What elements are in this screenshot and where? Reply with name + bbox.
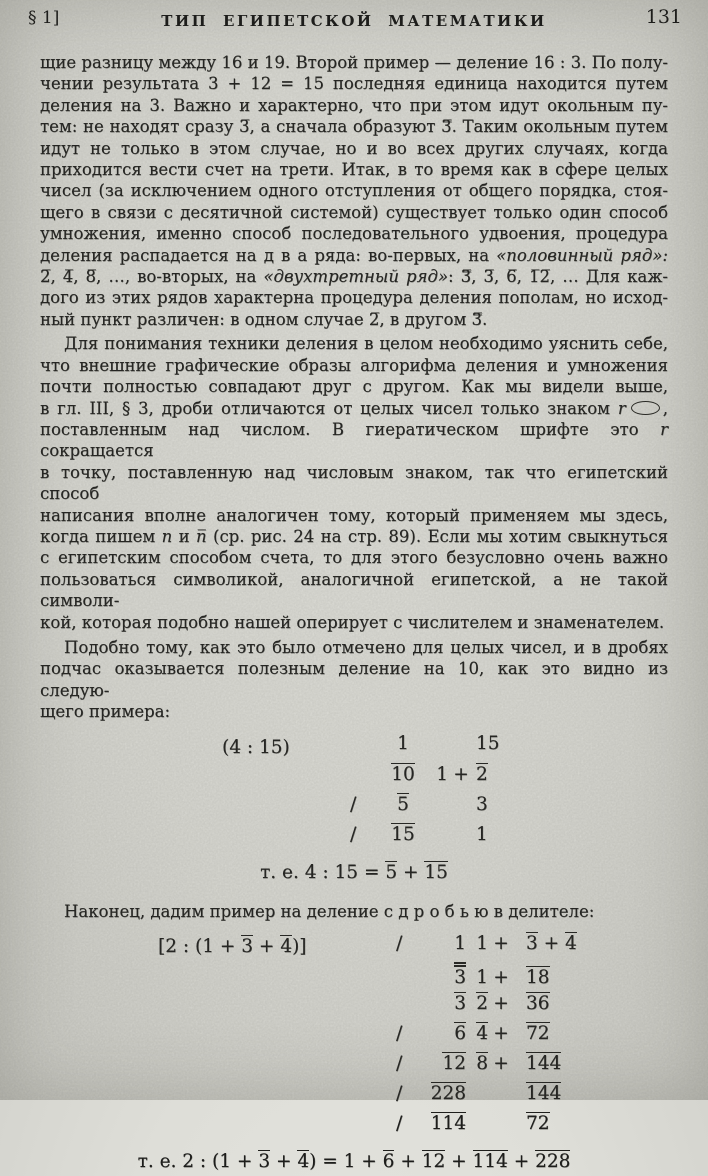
cell-a bbox=[466, 933, 488, 954]
overlined-number: 4 bbox=[565, 933, 577, 954]
text-line bbox=[40, 398, 668, 419]
text-segment: деления распадается на д в а ряда: во-первых, на bbox=[40, 245, 497, 265]
overlined-number: 4 bbox=[297, 1151, 310, 1172]
problem-label: (4 : 15) bbox=[222, 736, 290, 758]
cell-c1 bbox=[422, 1022, 466, 1044]
text-line bbox=[40, 526, 668, 547]
cell-b bbox=[514, 1082, 624, 1104]
overlined-number: 144 bbox=[526, 1083, 562, 1104]
cell-a bbox=[430, 764, 448, 785]
math-text: / bbox=[396, 1112, 403, 1134]
text-line: деления на 3. Важно и характерно, что при этом идут окольным пу- bbox=[40, 95, 668, 115]
text-line: чении результата 3 + 12 = 15 последняя единица находится путем bbox=[40, 74, 668, 94]
text-line bbox=[40, 266, 668, 287]
cell-b bbox=[474, 824, 554, 845]
cell-plus bbox=[488, 933, 514, 954]
math-text: + bbox=[507, 1151, 536, 1172]
overlined-number: 8 bbox=[476, 1053, 488, 1074]
math-text: + bbox=[493, 1023, 509, 1044]
overlined-number: 144 bbox=[526, 1053, 562, 1074]
overlined-number: 5 bbox=[397, 793, 409, 815]
overlined-number: 6 bbox=[382, 1151, 395, 1172]
emphasis-text: «половинный ряд»: bbox=[496, 245, 668, 265]
cell-a bbox=[466, 1022, 488, 1044]
math-text: + bbox=[453, 763, 469, 785]
text-segment: и bbox=[172, 526, 196, 546]
variable-n-overlined: n̅ bbox=[195, 526, 207, 546]
text-segment: (ср. рис. 24 на стр. 89). Если мы хотим свыкнуться bbox=[206, 526, 668, 546]
cell-plus bbox=[488, 1053, 514, 1074]
overlined-number: 3 bbox=[454, 962, 466, 987]
cell-b bbox=[514, 932, 624, 954]
page-body bbox=[40, 52, 668, 1176]
overlined-number: 12 bbox=[421, 1151, 446, 1172]
cell-plus bbox=[488, 1023, 514, 1044]
cell-c1 bbox=[422, 962, 466, 988]
math-text: ) = 1 + bbox=[309, 1151, 383, 1172]
cell-b bbox=[514, 1022, 624, 1044]
text-line: чисел (за исключением одного отступления от общего порядка, стоя- bbox=[40, 181, 668, 201]
math-text: + bbox=[493, 967, 509, 988]
text-line: ный пункт различен: в одном случае 2̅, в другом 3̿. bbox=[40, 309, 488, 329]
division-example-1 bbox=[222, 733, 668, 853]
cell-plus bbox=[448, 764, 474, 785]
overlined-number: 114 bbox=[472, 1151, 508, 1172]
overlined-number: 10 bbox=[391, 763, 415, 785]
cell-c1 bbox=[422, 933, 466, 954]
table-row bbox=[350, 793, 554, 823]
variable-n: n bbox=[161, 526, 173, 546]
text-line: идут не только в этом случае, но и во всех других случаях, когда bbox=[40, 138, 668, 158]
math-text: / bbox=[396, 1082, 403, 1104]
table-row bbox=[396, 1052, 624, 1082]
text-segment: поставленным над числом. В гиератическом шрифте это bbox=[40, 419, 661, 439]
overlined-number: 4 bbox=[280, 936, 293, 957]
math-text: + bbox=[270, 1151, 298, 1172]
overlined-number: 228 bbox=[430, 1083, 466, 1104]
paragraph-4 bbox=[40, 901, 668, 922]
math-text: )] bbox=[292, 936, 307, 957]
division-table-1 bbox=[350, 733, 554, 853]
math-text: + bbox=[537, 933, 566, 954]
math-text: 1 bbox=[436, 763, 448, 785]
overlined-number: 3 bbox=[241, 936, 254, 957]
math-text: 3 bbox=[476, 793, 488, 815]
cell-c1 bbox=[422, 1052, 466, 1074]
text-line: приходится вести счет на трети. Итак, в то время как в сфере целых bbox=[40, 160, 668, 180]
text-line: дого из этих рядов характерна процедура деления пополам, но исход- bbox=[40, 288, 668, 308]
paragraph-3 bbox=[40, 637, 668, 723]
check-mark bbox=[396, 1082, 422, 1104]
table-row bbox=[396, 1022, 624, 1052]
overlined-number: 114 bbox=[430, 1113, 466, 1134]
text-segment: , bbox=[662, 398, 668, 418]
overlined-number: 15 bbox=[424, 861, 448, 883]
cell-c1 bbox=[376, 793, 430, 815]
text-line: тем: не находят сразу 3̅, а сначала образуют 3̿. Таким окольным путем bbox=[40, 117, 668, 137]
math-text: 1 bbox=[397, 732, 409, 754]
text-line bbox=[40, 245, 668, 266]
overlined-number: 15 bbox=[391, 823, 415, 845]
check-mark bbox=[396, 1052, 422, 1074]
math-text: / bbox=[396, 1052, 403, 1074]
math-text: + bbox=[445, 1151, 473, 1172]
table-row bbox=[396, 992, 624, 1022]
text-line: написания вполне аналогичен тому, который применяем мы здесь, bbox=[40, 505, 668, 525]
cell-plus bbox=[488, 967, 514, 988]
overlined-number: 72 bbox=[526, 1023, 550, 1044]
page-header bbox=[0, 0, 708, 36]
check-mark bbox=[396, 1112, 422, 1134]
math-text: / bbox=[396, 932, 403, 954]
result-line-1 bbox=[40, 859, 668, 887]
cell-a bbox=[466, 1052, 488, 1074]
math-text: 1 bbox=[476, 967, 488, 988]
hieratic-r-symbol: r bbox=[660, 419, 668, 439]
cell-a bbox=[466, 992, 488, 1014]
overlined-number: 3 bbox=[258, 1151, 271, 1172]
text-line: почти полностью совпадают друг с другом. Как мы видели выше, bbox=[40, 377, 668, 397]
text-line bbox=[40, 419, 668, 462]
math-text: 1 bbox=[476, 933, 488, 954]
cell-c1 bbox=[376, 733, 430, 754]
check-mark bbox=[396, 932, 422, 954]
table-row bbox=[396, 962, 624, 992]
math-text: + bbox=[397, 861, 425, 883]
paragraph-1 bbox=[40, 52, 668, 330]
text-line: с египетским способом счета, то для этого безусловно очень важно bbox=[40, 548, 668, 568]
problem-label bbox=[158, 932, 396, 962]
math-text: т. е. 2 : (1 + bbox=[137, 1151, 259, 1172]
hieratic-r-symbol: r bbox=[617, 398, 626, 418]
math-text: + bbox=[394, 1151, 422, 1172]
overlined-number: 2 bbox=[476, 763, 488, 785]
overlined-number: 72 bbox=[526, 1113, 550, 1134]
cell-plus bbox=[488, 993, 514, 1014]
math-text: [2 : (1 + bbox=[158, 936, 242, 957]
text-line: щего примера: bbox=[40, 702, 171, 722]
cell-b bbox=[474, 794, 554, 815]
overlined-number: 36 bbox=[526, 993, 550, 1014]
overlined-number: 2 bbox=[476, 993, 488, 1014]
cell-c1 bbox=[422, 1112, 466, 1134]
mouth-hieroglyph-icon bbox=[631, 401, 660, 415]
table-row bbox=[350, 823, 554, 853]
overlined-number: 3 bbox=[454, 993, 466, 1014]
overlined-number: 228 bbox=[535, 1151, 571, 1172]
cell-b bbox=[514, 966, 624, 988]
overlined-number: 6 bbox=[454, 1023, 466, 1044]
table-row bbox=[350, 733, 554, 763]
cell-a bbox=[466, 967, 488, 988]
text-segment: сокращается bbox=[40, 441, 154, 461]
text-segment: 2̅, 4̅, 8̅, …, во-вторых, на bbox=[40, 267, 264, 287]
result-line-2 bbox=[40, 1148, 668, 1176]
page-number: 131 bbox=[645, 6, 682, 28]
text-segment: когда пишем bbox=[40, 526, 162, 546]
text-line: Наконец, дадим пример на деление с д р о б ь ю в делителе: bbox=[64, 901, 595, 921]
table-row bbox=[396, 932, 624, 962]
paragraph-2 bbox=[40, 333, 668, 633]
text-line: пользоваться символикой, аналогичной египетской, а не такой символи- bbox=[40, 569, 668, 611]
text-line: подчас оказывается полезным деление на 10, как это видно из следую- bbox=[40, 659, 668, 700]
division-example-2 bbox=[158, 932, 668, 1142]
table-row bbox=[396, 1082, 624, 1112]
table-row bbox=[396, 1112, 624, 1142]
check-mark bbox=[350, 823, 376, 845]
table-row bbox=[350, 763, 554, 793]
math-text: / bbox=[350, 822, 357, 845]
emphasis-text: «двухтретный ряд» bbox=[263, 267, 449, 287]
overlined-number: 3 bbox=[526, 933, 538, 954]
text-line: Подобно тому, как это было отмечено для целых чисел, и в дробях bbox=[64, 637, 668, 657]
cell-b bbox=[514, 1112, 624, 1134]
check-mark bbox=[396, 1022, 422, 1044]
cell-c1 bbox=[376, 823, 430, 845]
math-text: 15 bbox=[476, 732, 500, 754]
cell-c1 bbox=[376, 763, 430, 785]
math-text: + bbox=[493, 993, 509, 1014]
text-line: Для понимания техники деления в целом необходимо уяснить себе, bbox=[64, 334, 668, 354]
text-line: в точку, поставленную над числовым знаком, так что египетский способ bbox=[40, 462, 668, 504]
cell-b bbox=[474, 733, 554, 754]
text-segment: : 3̿, 3̅, 6̅, 1̅2̅, … Для каж- bbox=[448, 267, 668, 287]
math-text: 1 bbox=[476, 823, 488, 845]
division-table-2 bbox=[396, 932, 624, 1142]
cell-b bbox=[514, 992, 624, 1014]
math-text: + bbox=[253, 936, 281, 957]
text-line: кой, которая подобно нашей оперирует с числителем и знаменателем. bbox=[40, 612, 665, 632]
math-text: + bbox=[493, 933, 509, 954]
check-mark bbox=[350, 793, 376, 815]
cell-b bbox=[474, 763, 554, 785]
overlined-number: 4 bbox=[476, 1023, 488, 1044]
math-text: 1 bbox=[454, 933, 466, 954]
overlined-number: 5 bbox=[385, 861, 398, 883]
math-text: / bbox=[396, 1022, 403, 1044]
running-title: ТИП ЕГИПЕТСКОЙ МАТЕМАТИКИ bbox=[161, 12, 547, 30]
math-text: / bbox=[350, 792, 357, 815]
text-line: умножения, именно способ последовательного удвоения, процедура bbox=[40, 224, 668, 244]
text-line: щего в связи с десятичной системой) существует только один способ bbox=[40, 202, 668, 222]
text-segment: в гл. III, § 3, дроби отличаются от целых чисел только знаком bbox=[40, 398, 618, 418]
cell-b bbox=[514, 1052, 624, 1074]
section-marker: § 1] bbox=[28, 8, 60, 28]
text-line: что внешние графические образы алгорифма деления и умножения bbox=[40, 355, 668, 375]
math-text: + bbox=[493, 1053, 509, 1074]
cell-c1 bbox=[422, 992, 466, 1014]
overlined-number: 12 bbox=[442, 1053, 466, 1074]
cell-c1 bbox=[422, 1082, 466, 1104]
text-line: щие разницу между 16 и 19. Второй пример — деление 16 : 3. По полу- bbox=[40, 53, 668, 72]
math-text: т. е. 4 : 15 = bbox=[260, 861, 386, 883]
overlined-number: 18 bbox=[526, 967, 550, 988]
